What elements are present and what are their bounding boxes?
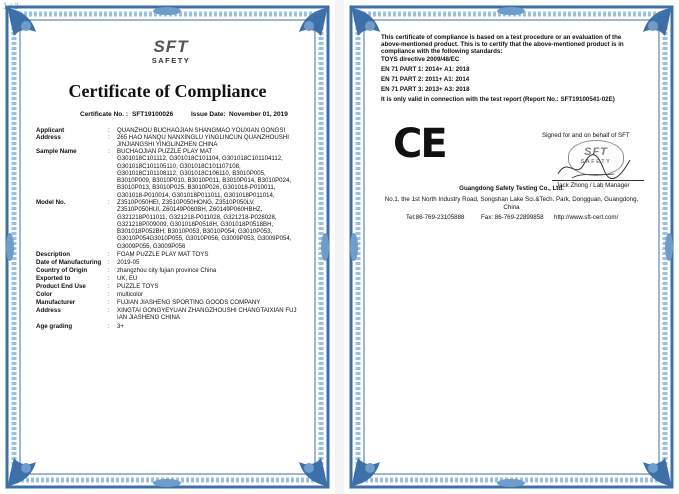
description-value: FOAM PUZZLE PLAY MAT TOYS [117, 251, 209, 258]
statement-line-2: above-mentioned product. This is to certify that the above-mentioned product is in [381, 41, 624, 48]
exported-to-value: UK, EU [117, 275, 138, 282]
date-of-manufacturing-label: Date of Manufacturing [36, 259, 102, 266]
country-of-origin-value: zhangzhou city fujian province China [117, 267, 217, 274]
sample-name-value: BUCHAOJIAN PUZZLE PLAY MAT G301018C101112, G301018C101104, G301018C101104112, G301018C101105110, G301018C101107108, G301018C101108112, G301018C106110, B3010P005, B3010P009, B3010P010, B3010P011, B3010P014, B3010P024, B3010P013, B3010P025, B3010P026, G301018-P010011, G301018-P010014, G301018P011011, G301018P011014, [117, 148, 292, 199]
product-end-use-label: Product End Use [36, 283, 86, 290]
date-of-manufacturing-value: 2019-05 [117, 259, 140, 266]
age-grading-label: Age grading [36, 323, 73, 330]
sft-logo-caption: SAFETY [151, 56, 191, 65]
company-website-link[interactable]: http://www.sft-cert.com/ [554, 214, 619, 221]
signatory-name: Jack Zhong / Lab Manager [556, 182, 630, 189]
country-of-origin-label: Country of Origin [36, 267, 88, 274]
signature-line [552, 180, 644, 181]
manufacturer-label: Manufacturer [36, 299, 76, 306]
company-address-line-1: No.1, the 1st North Industry Road, Songshan Lake Sci.&Tech. Park, Dongguan, Guangdong, [384, 196, 639, 203]
exported-to-label: Exported to [36, 275, 71, 282]
product-end-use-value: PUZZLE TOYS [117, 283, 159, 290]
applicant-label: Applicant [36, 127, 65, 134]
description-label: Description [36, 251, 71, 258]
issue-date-label: Issue Date: [191, 111, 226, 118]
applicant-value: QUANZHOU BUCHAOJIAN SHANGMAO YOUXIAN GONGSI [117, 127, 286, 134]
color-value: multicolor [117, 291, 144, 298]
certificate-page-back [344, 0, 679, 494]
age-grading-value: 3+ [117, 323, 124, 330]
company-name: Guangdong Safety Testing Co., Ltd. [459, 185, 564, 192]
validity-note: It is only valid in connection with the test report (Report No.: SFT19100541-02E) [381, 96, 615, 103]
page-gutter [335, 0, 344, 494]
sft-logo [142, 38, 200, 74]
standard-2: EN 71 PART 2: 2011+ A1: 2014 [381, 76, 470, 83]
stamp-mark: SFT [584, 146, 608, 158]
directive: TOYS directive 2009/48/EC [381, 56, 460, 63]
manufacturer-address-label: Address [36, 307, 61, 314]
color-label: Color [36, 291, 53, 298]
sample-name-label: Sample Name [36, 148, 77, 155]
standard-3: EN 71 PART 3: 2013+ A3: 2018 [381, 86, 470, 93]
company-fax: Fax: 86-769-22899858 [481, 214, 544, 221]
model-no-value: Z3510P050HEI, Z3510P050HONG, Z3510P050LV, Z3510P050HUI, Z60149P060BH, Z60149P060HBHZ, G321218P011011, G321218-P011028, G321218-P028028, G321218P009009, G301018P0518H, G301018P0518BH, B301018P052BH, B3010P053, B3010P054, G3010P053, G3010P054G3010P055, G3010P056, G3009P053, G3009P054, G3009P055, G3009P056 [117, 199, 292, 250]
stamp-caption: SAFETY [580, 159, 612, 165]
signed-note: Signed for and on behalf of SFT [542, 132, 630, 139]
issue-date-value: November 01, 2019 [229, 111, 288, 118]
company-tel: Tel:86-769-23105888 [406, 214, 465, 221]
statement-line-1: This certificate of compliance is based on a test procedure or an evaluation of the [381, 34, 622, 41]
page-corner-mark: 1 / 2 [3, 2, 19, 11]
address-label: Address [36, 134, 61, 141]
sft-logo-mark: SFT [153, 37, 189, 56]
signature-scribble [554, 150, 634, 184]
model-no-label: Model No. [36, 199, 66, 206]
company-address-line-2: China [503, 204, 520, 211]
certificate-page-front: 1 / 2 SFT SAFETY Certificate of Compliance Certificate No. : SFT19100026 Issue Date: November 01, 2019 Applicant : QUANZHOU BUCHAOJIAN SHANGMAO YOUXIAN GONGSI Address : 265 HAO NANQU NANXINGLU YINGLINCUN QUANZHOUSHI JINJIANGSHI YINGLINZHEN CHINA Sample Name : BUCHAOJIAN PUZZLE PLAY MAT G301018C101112, G301018C101104, G301018C101104112, G301018C101105110, G301018C101107108, G301018C101108112, G301018C106110, B3010P005, B3010P009, B3010P010, B3010P011, B3010P014, B3010P024, B3010P013, B3010P025, B3010P026, G301018-P010011, G301018-P010014, G301018P011011, G301018P011014, Model No. : Z3510P050HEI, Z3510P050HONG, Z3510P050LV, Z3510P050HUI, Z60149P060BH, Z60149P060HBHZ, G321218P011011, G321218-P011028, G321218-P028028, G321218P009009, G301018P0518H, G301018P0518BH, B301018P052BH, B3010P053, B3010P054, G3010P053, G3010P054G3010P055, G3010P056, G3009P053, G3009P054, G3009P055, G3009P056 Description : FOAM PUZZLE PLAY MAT TOYS Date of Manufacturing : 2019-05 Country of Origin : zhangzhou city fujian province China Exported to : UK, EU Product End Use : PUZZLE TOYS Color : multicolor Manufacturer : FUJIAN JIASHENG SPORTING GOODS COMPANY Address : XINGTAI GONGYEYUAN ZHANGZHOUSHI CHANGTAIXIAN FUJ IAN JIASHENG CHINA Age grading : 3+ [0, 0, 335, 494]
manufacturer-address-value: XINGTAI GONGYEYUAN ZHANGZHOUSHI CHANGTAIXIAN FUJ IAN JIASHENG CHINA [117, 307, 297, 322]
certificate-no-label: Certificate No. : [80, 111, 129, 118]
statement-line-3: compliance with the following standards: [381, 48, 503, 55]
certificate-no-value: SFT19100026 [132, 111, 174, 118]
standard-1: EN 71 PART 1: 2014+ A1: 2018 [381, 66, 470, 73]
address-value: 265 HAO NANQU NANXINGLU YINGLINCUN QUANZHOUSHI JINJIANGSHI YINGLINZHEN CHINA [117, 134, 289, 149]
certificate-title: Certificate of Compliance [68, 81, 267, 101]
manufacturer-value: FUJIAN JIASHENG SPORTING GOODS COMPANY [117, 299, 261, 306]
ce-mark: CE [393, 121, 446, 167]
